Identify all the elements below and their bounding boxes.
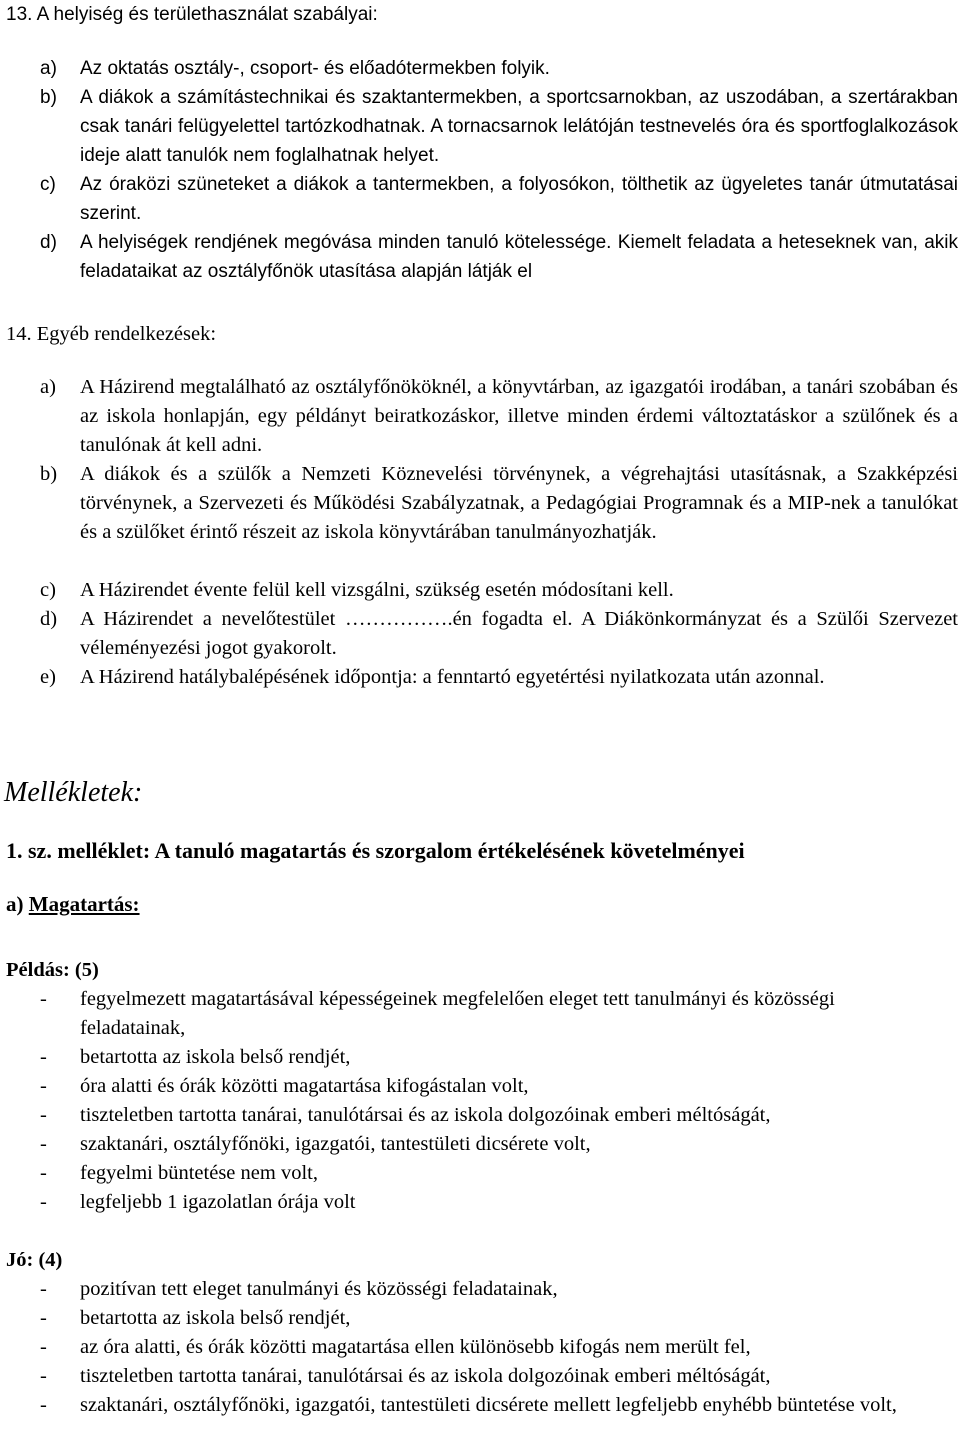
appendix-title: Mellékletek:: [4, 777, 143, 808]
item-text: Az óraközi szüneteket a diákok a tantermekben, a folyosókon, tölthetik az ügyeletes tanár útmutatásai szerint.: [80, 174, 958, 224]
list-item-text: az óra alatti, és órák közötti magatartása ellen különösebb kifogás nem merült fel,: [80, 1336, 751, 1358]
list-item: [40, 1304, 940, 1333]
list-dash: -: [40, 1162, 47, 1184]
item-text: A Házirend hatálybalépésének időpontja: a fenntartó egyetértési nyilatkozata után azonnal.: [80, 666, 825, 688]
list-item-text: tiszteletben tartotta tanárai, tanulótársai és az iskola dolgozóinak emberi méltóságát,: [80, 1365, 771, 1387]
item-marker: a): [40, 376, 56, 398]
section-13-item-d: [40, 228, 958, 286]
list-dash: -: [40, 1365, 47, 1387]
section-13-item-b: [40, 83, 958, 170]
item-marker: d): [40, 232, 57, 253]
item-text: A Házirendet a nevelőtestület …………….én fogadta el. A Diákönkormányzat és a Szülői Szervezet véleményezési jogot gyakorolt.: [80, 608, 958, 659]
list-item: [40, 1362, 940, 1391]
list-item: [40, 1072, 940, 1101]
list-dash: -: [40, 1307, 47, 1329]
section-13-item-c: [40, 170, 958, 228]
list-item: [40, 1130, 940, 1159]
subsection-heading: [6, 890, 140, 919]
group-label-pelda: Példás: (5): [6, 959, 99, 981]
list-dash: -: [40, 1336, 47, 1358]
list-item-text: szaktanári, osztályfőnöki, igazgatói, tantestületi dicsérete volt,: [80, 1133, 591, 1155]
section-14-heading: 14. Egyéb rendelkezések:: [6, 323, 217, 345]
list-dash: -: [40, 1133, 47, 1155]
item-marker: b): [40, 87, 57, 108]
subsection-marker: a): [6, 892, 24, 916]
list-dash: -: [40, 1278, 47, 1300]
list-item: [40, 1391, 940, 1420]
list-dash: -: [40, 1104, 47, 1126]
item-text: A helyiségek rendjének megóvása minden tanuló kötelessége. Kiemelt feladata a heteseknek van, akik feladataikat az osztályfőnök utasítása alapján látják el: [80, 232, 958, 282]
list-item-text: szaktanári, osztályfőnöki, igazgatói, tantestületi dicsérete mellett legfeljebb enyhébb büntetése volt,: [80, 1394, 897, 1416]
list-item-text: tiszteletben tartotta tanárai, tanulótársai és az iskola dolgozóinak emberi méltóságát,: [80, 1104, 771, 1126]
list-dash: -: [40, 988, 47, 1010]
list-item-text: pozitívan tett eleget tanulmányi és közösségi feladatainak,: [80, 1278, 558, 1300]
subsection-label: Magatartás:: [28, 892, 140, 916]
list-item: [40, 985, 940, 1043]
section-13-heading: 13. A helyiség és területhasználat szabályai:: [6, 4, 378, 25]
item-text: A Házirend megtalálható az osztályfőnököknél, a könyvtárban, az igazgatói irodában, a tanári szobában és az iskola honlapján, egy példányt beiratkozáskor, illetve minden érdemi változtatáskor a szülőnek és a tanulónak át kell adni.: [80, 376, 958, 456]
section-13-item-a: [40, 54, 958, 83]
section-14-item-c: [40, 576, 958, 605]
item-text: A diákok és a szülők a Nemzeti Köznevelési törvénynek, a végrehajtási utasításnak, a Szakképzési törvénynek, a Szervezeti és Működési Szabályzatnak, a Pedagógiai Programnak és a MIP-nek a tanulókat és a szülőket érintő részeit az iskola könyvtárában tanulmányozhatják.: [80, 463, 958, 543]
list-item-text: betartotta az iskola belső rendjét,: [80, 1307, 351, 1329]
list-dash: -: [40, 1075, 47, 1097]
section-14-item-d: [40, 605, 958, 663]
list-item: [40, 1043, 940, 1072]
list-item: [40, 1275, 940, 1304]
item-text: A diákok a számítástechnikai és szaktantermekben, a sportcsarnokban, az uszodában, a szertárakban csak tanári felügyelettel tartózkodhatnak. A tornacsarnok lelátóján testnevelés óra és sportfoglalkozások ideje alatt tanulók nem foglalhatnak helyet.: [80, 87, 958, 166]
item-marker: c): [40, 174, 56, 195]
list-dash: -: [40, 1046, 47, 1068]
list-item: [40, 1101, 940, 1130]
list-dash: -: [40, 1394, 47, 1416]
list-item-text: legfeljebb 1 igazolatlan órája volt: [80, 1191, 356, 1213]
item-marker: c): [40, 579, 56, 601]
list-item-text: betartotta az iskola belső rendjét,: [80, 1046, 351, 1068]
list-item: [40, 1333, 940, 1362]
item-marker: b): [40, 463, 58, 485]
list-item-text: fegyelmi büntetése nem volt,: [80, 1162, 318, 1184]
list-item: [40, 1159, 940, 1188]
item-marker: a): [40, 58, 57, 79]
group-label-jo: Jó: (4): [6, 1249, 63, 1271]
annex-title: 1. sz. melléklet: A tanuló magatartás és szorgalom értékelésének követelményei: [6, 838, 745, 863]
list-item: [40, 1188, 940, 1217]
list-item-text: óra alatti és órák közötti magatartása kifogástalan volt,: [80, 1075, 529, 1097]
section-14-item-b: [40, 460, 958, 547]
list-dash: -: [40, 1191, 47, 1213]
list-item-text: fegyelmezett magatartásával képességeinek megfelelően eleget tett tanulmányi és közösségi feladatainak,: [80, 988, 835, 1039]
section-14-item-e: [40, 663, 958, 692]
item-text: A Házirendet évente felül kell vizsgálni, szükség esetén módosítani kell.: [80, 579, 674, 601]
section-14-item-a: [40, 373, 958, 460]
item-marker: d): [40, 608, 58, 630]
item-marker: e): [40, 666, 56, 688]
item-text: Az oktatás osztály-, csoport- és előadótermekben folyik.: [80, 58, 550, 79]
